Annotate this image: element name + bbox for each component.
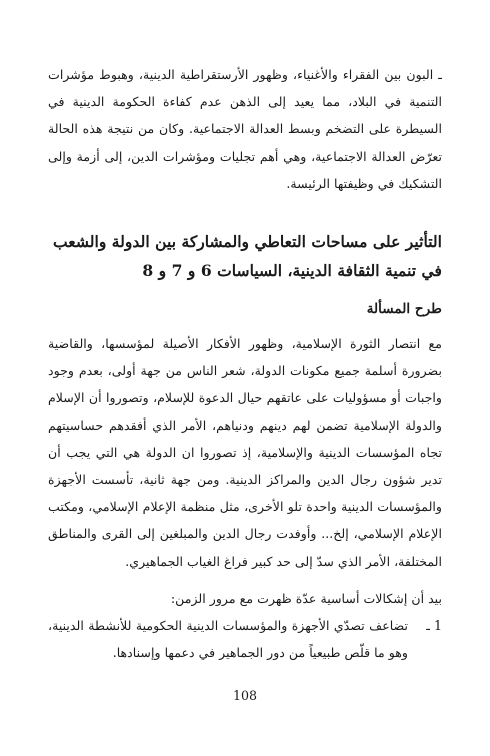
issues-intro-paragraph: بيد أن إشكالات أساسية عدّة ظهرت مع مرور الزمن: [170, 590, 442, 606]
section-heading: التأثير على مساحات التعاطي والمشاركة بين الدولة والشعب في تنمية الثقافة الدينية، السياسات 6 و 7 و 8 [52, 232, 442, 281]
intro-paragraph: ـ البون بين الفقراء والأغنياء، وظهور الأرستقراطية الدينية، وهبوط مؤشرات التنمية في البلاد، مما يعيد إلى الذهن عدم كفاءة الحكومة الدينية في السيطرة على التضخم وبسط العدالة الاجتماعية. وكان من نتيجة هذه الحالة تعرّض العدالة الاجتماعية، وهي أهم تجليات ومؤشرات الدين، إلى أزمة وإلى التشكيك في وظيفتها الرئيسة. [48, 67, 442, 191]
page-number: 108 [232, 688, 258, 703]
body-paragraph: مع انتصار الثورة الإسلامية، وظهور الأفكار الأصيلة لمؤسسها، والقاضية بضرورة أسلمة جميع مكونات الدولة، شعر الناس من جهة أولى، بعدم وجود واجبات أو مسؤوليات على عاتقهم حيال الدعوة للإسلام، وتصوروا أن الإسلام والدولة الإسلامية تضمن لهم دينهم ودنياهم، الأمر الذي أفقدهم حساسيتهم تجاه المؤسسات الدينية والإسلامية، إذ تصوروا ان الدولة هي التي يجب أن تدير شؤون رجال الدين والمراكز الدينية. ومن جهة ثانية، تأسست الأجهزة والمؤسسات الدينية واحدة تلو الأخرى، مثل منظمة الإعلام الإسلامي، ومكتب الإعلام الإسلامي، إلخ... وأوفدت رجال الدين والمبلغين إلى القرى والمناطق المختلفة، الأمر الذي سدّ إلى حد كبير فراغ الغياب الجماهيري. [48, 336, 442, 569]
list-item [48, 612, 442, 666]
page-content [48, 58, 442, 666]
section-subheading: طرح المسألة [366, 301, 442, 318]
list-item-number: 1 ـ [426, 618, 442, 634]
list-item-text: تضاعف تصدّي الأجهزة والمؤسسات الدينية الحكومية للأنشطة الدينية، وهو ما قلّص طبيعياً من دور الجماهير في دعمها وإسنادها. [48, 618, 408, 661]
